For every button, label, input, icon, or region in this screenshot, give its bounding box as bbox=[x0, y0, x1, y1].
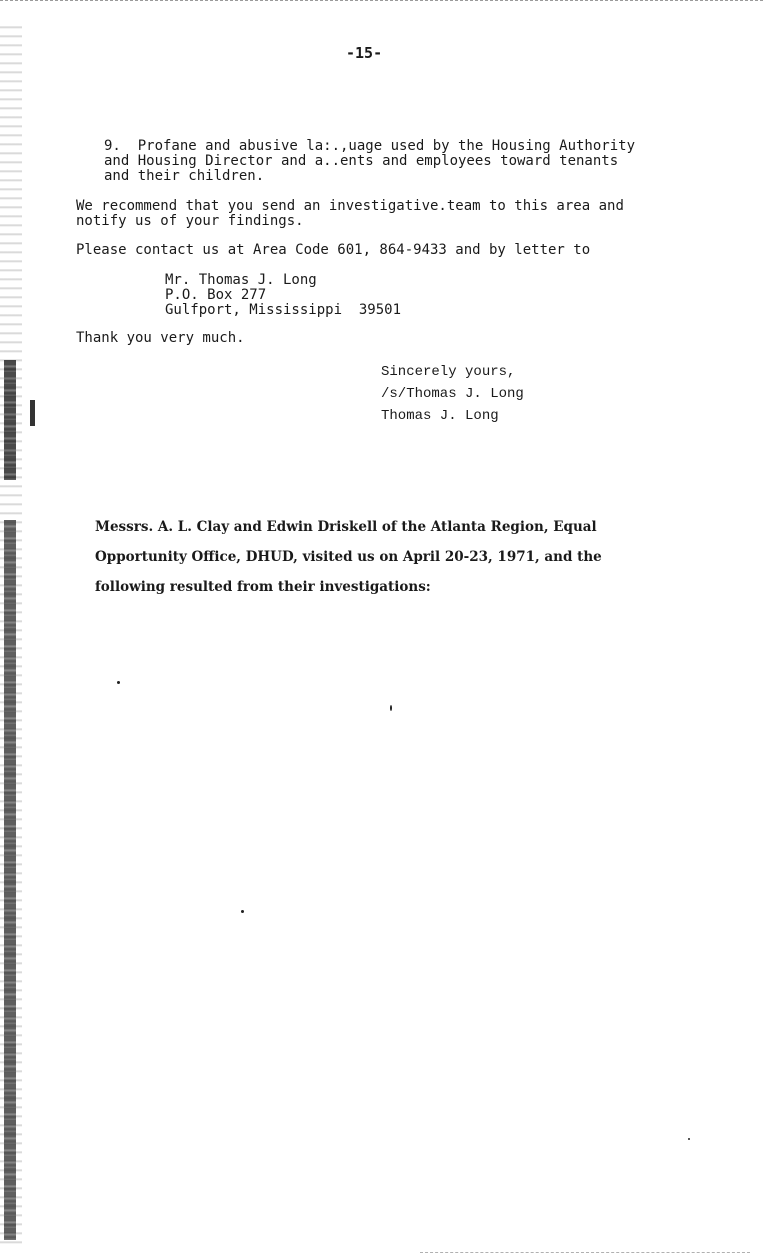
signature-line: Sincerely yours, bbox=[381, 364, 516, 380]
text-line: following resulted from their investigations: bbox=[95, 579, 431, 595]
scan-bottom-line bbox=[420, 1252, 750, 1253]
text-line: and Housing Director and a..ents and employees toward tenants bbox=[104, 153, 619, 169]
text-line: Opportunity Office, DHUD, visited us on April 20-23, 1971, and the bbox=[95, 549, 602, 565]
page-number: -15- bbox=[346, 44, 383, 62]
address-line: P.O. Box 277 bbox=[165, 287, 267, 303]
text-line: 9. Profane and abusive la:.,uage used by the Housing Authority bbox=[104, 138, 636, 154]
address-line: Mr. Thomas J. Long bbox=[165, 272, 317, 288]
signature-line: Thomas J. Long bbox=[381, 408, 499, 424]
text-line: Messrs. A. L. Clay and Edwin Driskell of the Atlanta Region, Equal bbox=[95, 519, 597, 535]
text-line: notify us of your findings. bbox=[76, 213, 304, 229]
address-line: Gulfport, Mississippi 39501 bbox=[165, 302, 402, 318]
recommendation-paragraph bbox=[76, 199, 624, 229]
scan-top-border bbox=[0, 0, 763, 1]
closing-paragraph bbox=[95, 512, 705, 602]
text-line: We recommend that you send an investigative.team to this area and bbox=[76, 198, 624, 214]
scan-speck bbox=[688, 1138, 690, 1140]
scan-left-bar-upper bbox=[4, 360, 16, 480]
scan-speck bbox=[117, 681, 120, 684]
text-line: and their children. bbox=[104, 168, 265, 184]
scan-speck bbox=[390, 705, 392, 711]
contact-paragraph: Please contact us at Area Code 601, 864-9433 and by letter to bbox=[76, 242, 591, 258]
thanks-line: Thank you very much. bbox=[76, 330, 245, 346]
scan-left-tick bbox=[30, 400, 35, 426]
signature-block bbox=[381, 361, 524, 427]
mailing-address bbox=[165, 273, 401, 318]
scan-speck bbox=[241, 910, 244, 913]
scan-left-bar-lower bbox=[4, 520, 16, 1240]
signature-line: /s/Thomas J. Long bbox=[381, 386, 524, 402]
list-item-9 bbox=[104, 139, 635, 184]
